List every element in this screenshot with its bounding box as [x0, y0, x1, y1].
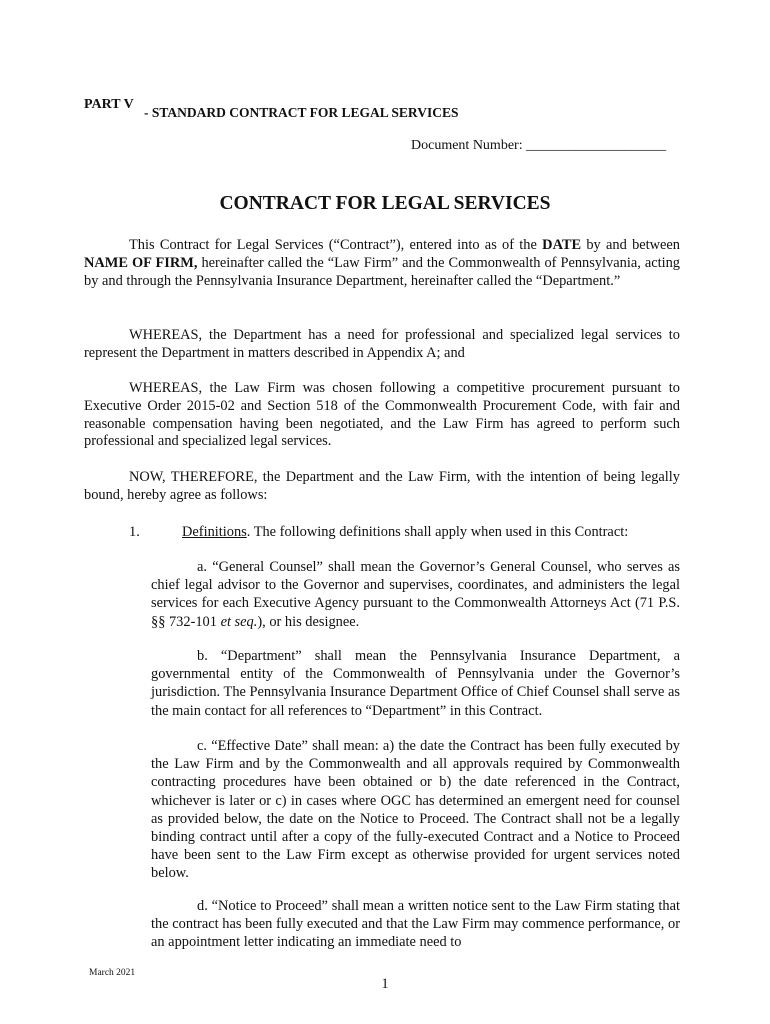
intro-paragraph	[84, 237, 680, 290]
part-label: PART V	[84, 97, 134, 112]
definition-b: b. “Department” shall mean the Pennsylvania Insurance Department, a governmental entity of the Commonwealth of Pennsylvania under the Governor’s jurisdiction. The Pennsylvania Insurance Department Office of Chief Counsel shall serve as the main contact for all references to “Department” in this Contract.	[151, 648, 680, 719]
page-number: 1	[381, 976, 389, 992]
intro-text-3: hereinafter called the “Law Firm” and the Commonwealth of Pennsylvania, acting by and through the Pennsylvania Insurance Department, hereinafter called the “Department.”	[84, 254, 680, 289]
intro-text-1: This Contract for Legal Services (“Contract”), entered into as of the	[129, 237, 543, 253]
definition-a-end: ), or his designee.	[257, 613, 360, 630]
definitions-heading-label: Definitions	[182, 524, 247, 540]
definition-a	[151, 558, 680, 631]
definition-d: d. “Notice to Proceed” shall mean a written notice sent to the Law Firm stating that the contract has been fully executed and that the Law Firm may commence performance, or an appointment letter indicating an immediate need to	[151, 898, 680, 951]
date-placeholder: DATE	[542, 237, 582, 253]
definition-c: c. “Effective Date” shall mean: a) the date the Contract has been fully executed by the Law Firm and by the Commonwealth and all approvals required by Commonwealth contracting procedures have been obtained or b) the date referenced in the Contract, whichever is later or c) in cases where OGC has determined an emergent need for counsel as provided below, the date on the Notice to Proceed. The Contract shall not be a legally binding contract until after a copy of the fully-executed Contract and a Notice to Proceed have been sent to the Law Firm except as otherwise provided for urgent services noted below.	[151, 738, 680, 882]
document-number-line: Document Number: ____________________	[411, 138, 667, 153]
whereas-paragraph-1: WHEREAS, the Department has a need for professional and specialized legal services to represent the Department in matters described in Appendix A; and	[84, 327, 680, 361]
intro-text-2: by and between	[581, 237, 681, 253]
part-title: - STANDARD CONTRACT FOR LEGAL SERVICES	[144, 105, 459, 120]
definition-a-italic: et seq.	[220, 613, 258, 630]
section-number: 1.	[129, 524, 140, 540]
document-title: CONTRACT FOR LEGAL SERVICES	[219, 193, 551, 214]
firm-name-placeholder: NAME OF FIRM,	[84, 254, 198, 271]
definitions-heading	[182, 524, 628, 541]
definition-a-text: a. “General Counsel” shall mean the Governor’s General Counsel, who serves as chief legal advisor to the Governor and supervises, coordinates, and administers the legal services for each Executive Agency pursuant to the Commonwealth Attorneys Act (71 P.S. §§ 732-101	[151, 559, 680, 630]
now-therefore-paragraph: NOW, THEREFORE, the Department and the Law Firm, with the intention of being legally bound, hereby agree as follows:	[84, 469, 680, 503]
footer-date: March 2021	[89, 968, 136, 978]
definitions-intro: . The following definitions shall apply when used in this Contract:	[246, 524, 629, 540]
whereas-paragraph-2: WHEREAS, the Law Firm was chosen following a competitive procurement pursuant to Executive Order 2015-02 and Section 518 of the Commonwealth Procurement Code, with fair and reasonable compensation having been negotiated, and the Law Firm has agreed to perform such professional and specialized legal services.	[84, 380, 680, 450]
